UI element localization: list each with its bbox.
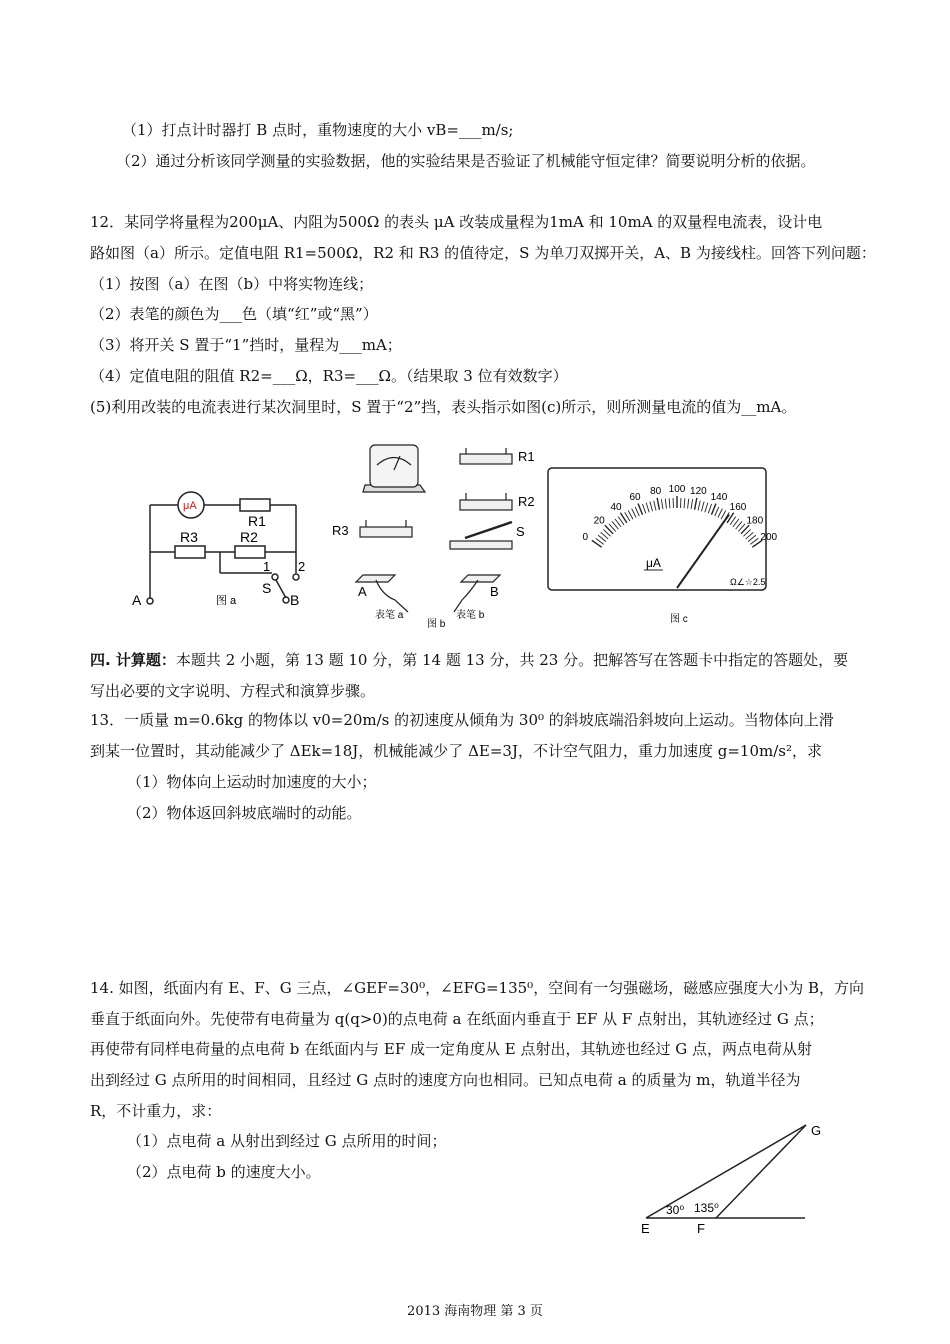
fig-b-r3 <box>360 527 412 537</box>
fig-a-r2 <box>235 546 265 558</box>
fig-c-needle <box>677 515 729 588</box>
fig-a-meter-label: μA <box>183 500 197 512</box>
fig-c-tick <box>628 510 633 519</box>
fig-b-switch-label: S <box>516 524 525 539</box>
fig-c-tick-label: 40 <box>610 502 622 514</box>
q14-line2: 垂直于纸面向外。先使带有电荷量为 q(q>0)的点电荷 a 在纸面内垂直于 EF 从 F 点射出，其轨迹经过 G 点； <box>90 1010 824 1028</box>
q14-line5: R，不计重力，求： <box>90 1102 222 1120</box>
fig-b-switch-base <box>450 541 512 549</box>
figure-b <box>356 445 512 612</box>
fig14-label-f: F <box>697 1221 705 1236</box>
fig-b-terminal-b <box>461 575 500 582</box>
section4-line1 <box>90 650 848 670</box>
q13-part2: （2）物体返回斜坡底端时的动能。 <box>127 804 362 822</box>
fig-c-tick-label: 140 <box>710 492 728 504</box>
fig14-label-g: G <box>811 1123 822 1138</box>
q14-part2: （2）点电荷 b 的速度大小。 <box>127 1163 321 1181</box>
q11-part2: （2）通过分析该同学测量的实验数据，他的实验结果是否验证了机械能守恒定律？简要说明分析的依据。 <box>116 152 816 170</box>
fig-c-mark: Ω∠☆2.5 <box>730 577 766 587</box>
page-footer: 2013 海南物理 第 3 页 <box>407 1304 543 1319</box>
fig-c-tick <box>646 503 649 513</box>
section4-heading: 四. 计算题： <box>90 651 176 669</box>
fig14-angle-e: 30⁰ <box>666 1203 685 1217</box>
q14-part1: （1）点电荷 a 从射出到经过 G 点所用的时间； <box>127 1132 447 1150</box>
fig14-label-e: E <box>641 1221 650 1236</box>
q13-part1: （1）物体向上运动时加速度的大小； <box>127 773 377 791</box>
fig-c-dial <box>582 484 777 547</box>
fig-b-probe-a-label: 表笔 a <box>375 610 404 621</box>
fig-a-terminal-b-label: B <box>290 592 300 608</box>
fig-c-tick <box>635 507 639 516</box>
fig-b-switch-blade <box>465 522 512 538</box>
fig-b-r3-label: R3 <box>332 523 349 538</box>
fig-a-r3-label: R3 <box>180 529 198 545</box>
fig-c-tick <box>715 507 719 516</box>
fig-a-switch-label: S <box>262 580 272 596</box>
q14-triangle-figure <box>630 1115 830 1240</box>
fig-b-terminal-a-label: A <box>358 584 367 599</box>
q12-intro-line1: 12．某同学将量程为200μA、内阻为500Ω 的表头 μA 改装成量程为1mA 和 10mA 的双量程电流表，设计电 <box>90 213 823 231</box>
fig-a-node1-label: 1 <box>263 559 271 574</box>
fig-b-r2-label: R2 <box>518 494 535 509</box>
fig-c-tick <box>708 504 711 513</box>
q12-part5: (5)利用改装的电流表进行某次洞里时，S 置于“2”挡，表头指示如图(c)所示，则所测量电流的值为__mA。 <box>90 398 797 416</box>
fig-b-terminal-a <box>356 575 395 582</box>
fig-a-r2-label: R2 <box>240 529 258 545</box>
fig-c-tick <box>684 498 685 508</box>
fig-a-r1 <box>240 499 270 511</box>
fig-c-unit: μA <box>646 556 661 570</box>
fig-c-tick <box>695 498 697 510</box>
fig-c-tick <box>698 501 700 511</box>
q12-intro-line2: 路如图（a）所示。定值电阻 R1=500Ω，R2 和 R3 的值待定，S 为单刀双掷开关，A、B 为接线柱。回答下列问题： <box>90 244 876 262</box>
q11-part1: （1）打点计时器打 B 点时，重物速度的大小 vB=___m/s; <box>122 121 514 139</box>
fig-b-r1-label: R1 <box>518 449 535 464</box>
fig-c-tick <box>638 504 642 515</box>
fig-c-tick-label: 160 <box>729 502 747 514</box>
fig-b-terminal-b-label: B <box>490 584 499 599</box>
fig-c-tick-label: 100 <box>668 484 686 495</box>
fig-b-probe-b-label: 表笔 b <box>456 610 485 621</box>
fig-c-tick <box>642 504 645 513</box>
q12-part4: （4）定值电阻的阻值 R2=___Ω，R3=___Ω。（结果取 3 位有效数字） <box>90 367 568 385</box>
fig-a-r3 <box>175 546 205 558</box>
section4-line2: 写出必要的文字说明、方程式和演算步骤。 <box>90 682 376 700</box>
fig-a-r1-label: R1 <box>248 513 266 529</box>
q12-part3: （3）将开关 S 置于“1”挡时，量程为___mA； <box>90 336 402 354</box>
fig-c-tick <box>632 509 636 518</box>
circuit-figures <box>120 430 780 635</box>
fig-c-tick <box>691 499 693 509</box>
fig-a-switch-blade <box>276 580 286 598</box>
fig-c-tick <box>718 509 722 518</box>
fig-a-caption: 图 a <box>216 595 237 607</box>
fig-b-meter-body <box>370 445 418 487</box>
fig-c-tick-label: 180 <box>746 515 764 527</box>
q13-line1: 13．一质量 m=0.6kg 的物体以 v0=20m/s 的初速度从倾角为 30⁰ 的斜坡底端沿斜坡向上运动。当物体向上滑 <box>90 711 834 729</box>
fig-c-tick-label: 200 <box>760 531 778 543</box>
fig-c-tick-label: 80 <box>650 486 662 498</box>
q14-line1: 14. 如图，纸面内有 E、F、G 三点，∠GEF=30⁰，∠EFG=135⁰，空间有一匀强磁场，磁感应强度大小为 B，方向 <box>90 979 864 997</box>
fig-a-node2 <box>293 574 299 580</box>
fig-c-tick <box>701 502 704 512</box>
q12-part1: （1）按图（a）在图（b）中将实物连线； <box>90 275 374 293</box>
q14-line4: 出到经过 G 点所用的时间相同，且经过 G 点时的速度方向也相同。已知点电荷 a 的质量为 m，轨道半径为 <box>90 1071 801 1089</box>
fig-c-tick-label: 60 <box>629 492 641 504</box>
fig-c-tick <box>705 503 708 513</box>
fig-c-tick <box>654 501 656 511</box>
fig-c-tick-label: 120 <box>690 486 707 498</box>
fig-c-tick <box>721 510 726 519</box>
fig14-angle-f: 135⁰ <box>694 1201 719 1215</box>
fig-b-r2 <box>460 500 512 510</box>
fig-c-tick <box>650 502 653 512</box>
figure-a <box>147 492 299 604</box>
section4-text: 本题共 2 小题，第 13 题 10 分，第 14 题 13 分，共 23 分。把解答写在答题卡中指定的答题处，要 <box>175 651 849 669</box>
fig-b-probe-b-wire <box>454 580 478 612</box>
fig-c-tick <box>665 499 666 509</box>
fig-c-tick <box>661 499 663 509</box>
fig-c-tick <box>688 499 689 509</box>
fig-c-tick-label: 20 <box>593 515 605 527</box>
fig14-line-fg <box>716 1125 806 1218</box>
q14-line3: 再使带有同样电荷量的点电荷 b 在纸面内与 EF 成一定角度从 E 点射出，其轨迹也经过 G 点，两点电荷从射 <box>90 1040 813 1058</box>
fig-a-terminal-a <box>147 598 153 604</box>
fig-a-node1 <box>272 574 278 580</box>
fig-c-tick-label: 0 <box>582 531 589 543</box>
fig-a-terminal-a-label: A <box>132 592 142 608</box>
fig-c-caption: 图 c <box>670 614 688 625</box>
fig-b-r1 <box>460 454 512 464</box>
fig-c-tick <box>657 498 659 510</box>
fig-c-tick <box>669 498 670 508</box>
fig-b-caption: 图 b <box>427 619 446 630</box>
fig-c-tick <box>711 504 715 515</box>
fig-b-probe-a-wire <box>376 580 408 612</box>
q12-part2: （2）表笔的颜色为___色（填“红”或“黑”） <box>90 305 378 323</box>
fig-a-node2-label: 2 <box>298 559 306 574</box>
q13-line2: 到某一位置时，其动能减少了 ΔEk=18J，机械能减少了 ΔE=3J，不计空气阻力，重力加速度 g=10m/s²，求 <box>90 742 823 760</box>
